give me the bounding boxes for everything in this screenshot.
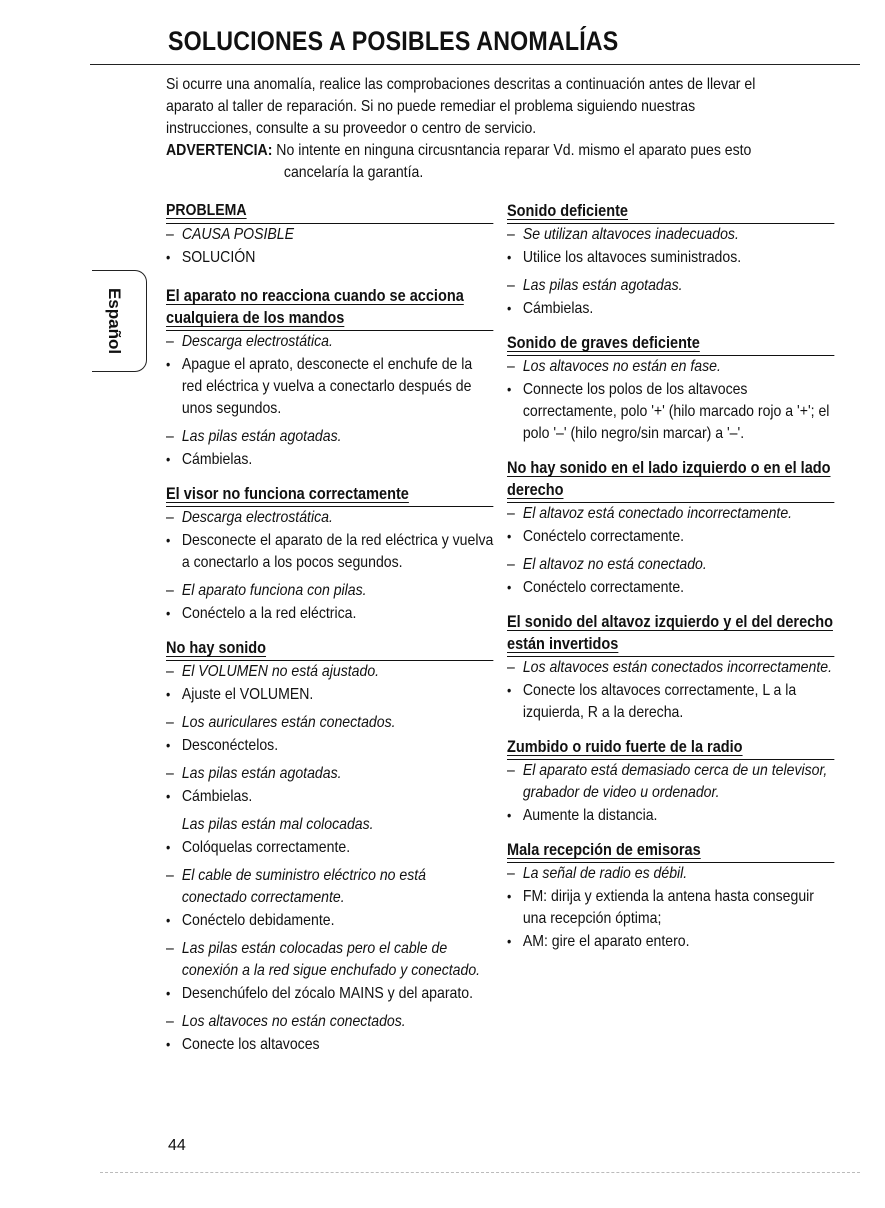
cause-solution-pair	[166, 763, 493, 808]
possible-cause: – La señal de radio es débil.	[507, 863, 834, 885]
solution: • Conéctelo debidamente.	[166, 909, 493, 932]
cause-solution-pair	[166, 1011, 493, 1056]
cause-solution-pair	[507, 356, 834, 445]
warning-label: ADVERTENCIA:	[166, 142, 273, 159]
cause-solution-pair	[507, 503, 834, 548]
possible-cause: – Descarga electrostática.	[166, 331, 493, 353]
solution: • Conéctelo correctamente.	[507, 576, 834, 599]
possible-cause: – El aparato funciona con pilas.	[166, 580, 493, 602]
intro-text: Si ocurre una anomalía, realice las comprobaciones descritas a continuación antes de llevar el aparato al taller de reparación. Si no puede remediar el problema siguiendo nuestras instrucciones, consulte a su proveedor o centro de servicio.	[166, 76, 756, 137]
section-heading: Mala recepción de emisoras	[507, 839, 834, 863]
cause-solution-pair	[507, 760, 834, 827]
section-heading: Zumbido o ruido fuerte de la radio	[507, 736, 834, 760]
cause-solution-pair	[166, 580, 493, 625]
cause-solution-pair	[166, 661, 493, 706]
right-column	[507, 200, 834, 965]
troubleshooting-section	[507, 736, 834, 827]
section-heading: Sonido deficiente	[507, 200, 834, 224]
section-heading: El sonido del altavoz izquierdo y el del derecho están invertidos	[507, 611, 834, 657]
solution: • Ajuste el VOLUMEN.	[166, 683, 493, 706]
solution: • Cámbielas.	[166, 448, 493, 471]
solution: • Desenchúfelo del zócalo MAINS y del aparato.	[166, 982, 493, 1005]
solution: • Apague el aprato, desconecte el enchufe de la red eléctrica y vuelva a conectarlo después de unos segundos.	[166, 353, 493, 420]
possible-cause: – Las pilas están agotadas.	[507, 275, 834, 297]
language-tab-label: Español	[105, 287, 124, 355]
cause-solution-pair	[507, 863, 834, 953]
cause-solution-pair	[166, 331, 493, 420]
page-title: SOLUCIONES A POSIBLES ANOMALÍAS	[168, 26, 619, 56]
cause-solution-pair	[166, 938, 493, 1005]
possible-cause: Las pilas están mal colocadas.	[181, 816, 374, 833]
troubleshooting-section	[507, 839, 834, 953]
solution: • Conecte los altavoces correctamente, L a la izquierda, R a la derecha.	[507, 679, 834, 724]
troubleshooting-section	[507, 457, 834, 599]
language-tab	[92, 270, 147, 372]
solution: • Aumente la distancia.	[507, 804, 834, 827]
intro-block	[166, 74, 782, 184]
troubleshooting-section	[166, 483, 493, 625]
scan-artifact	[100, 1172, 860, 1173]
cause-solution-pair	[166, 426, 493, 471]
section-heading: No hay sonido	[166, 637, 493, 661]
solution: • Conéctelo correctamente.	[507, 525, 834, 548]
solution: • Cámbielas.	[507, 297, 834, 320]
legend-cause: – CAUSA POSIBLE	[166, 224, 493, 246]
section-heading: Sonido de graves deficiente	[507, 332, 834, 356]
possible-cause: – Las pilas están agotadas.	[166, 426, 493, 448]
possible-cause: – Los altavoces están conectados incorrectamente.	[507, 657, 834, 679]
solution: • Desconecte el aparato de la red eléctrica y vuelva a conectarlo a los pocos segundos.	[166, 529, 493, 574]
warning-text-2: cancelaría la garantía.	[283, 164, 424, 181]
troubleshooting-section	[166, 637, 493, 1056]
cause-solution-pair	[507, 554, 834, 599]
possible-cause: – Se utilizan altavoces inadecuados.	[507, 224, 834, 246]
possible-cause: – El VOLUMEN no está ajustado.	[166, 661, 493, 683]
solution: • Conéctelo a la red eléctrica.	[166, 602, 493, 625]
title-rule	[90, 64, 860, 65]
cause-solution-pair	[507, 275, 834, 320]
section-heading: El visor no funciona correctamente	[166, 483, 493, 507]
troubleshooting-section	[166, 285, 493, 471]
cause-solution-pair	[166, 865, 493, 932]
section-heading: El aparato no reacciona cuando se acciona cualquiera de los mandos	[166, 285, 493, 331]
legend-problem: PROBLEMA	[166, 200, 493, 224]
possible-cause: – Los altavoces no están conectados.	[166, 1011, 493, 1033]
solution: • Cámbielas.	[166, 785, 493, 808]
solution: • FM: dirija y extienda la antena hasta conseguir una recepción óptima;	[507, 885, 834, 930]
solution: • AM: gire el aparato entero.	[507, 930, 834, 953]
solution: • Desconéctelos.	[166, 734, 493, 757]
troubleshooting-section	[507, 332, 834, 445]
possible-cause: – El cable de suministro eléctrico no está conectado correctamente.	[166, 865, 493, 909]
possible-cause: – El aparato está demasiado cerca de un televisor, grabador de video u ordenador.	[507, 760, 834, 804]
legend	[166, 200, 493, 269]
warning-text-1: No intente en ninguna circusntancia reparar Vd. mismo el aparato pues esto	[276, 142, 752, 159]
possible-cause: – Descarga electrostática.	[166, 507, 493, 529]
legend-solution: • SOLUCIÓN	[166, 246, 493, 269]
solution: • Utilice los altavoces suministrados.	[507, 246, 834, 269]
cause-solution-pair	[166, 507, 493, 574]
possible-cause: – Los altavoces no están en fase.	[507, 356, 834, 378]
solution: • Connecte los polos de los altavoces correctamente, polo '+' (hilo marcado rojo a '+'; el polo '–' (hilo negro/sin marcar) a '–'.	[507, 378, 834, 445]
cause-solution-pair	[507, 657, 834, 724]
page-number: 44	[168, 1137, 186, 1154]
solution: • Conecte los altavoces	[166, 1033, 493, 1056]
possible-cause: – Las pilas están agotadas.	[166, 763, 493, 785]
troubleshooting-section	[507, 200, 834, 320]
section-heading: No hay sonido en el lado izquierdo o en el lado derecho	[507, 457, 834, 503]
left-column	[166, 200, 493, 1068]
cause-solution-pair	[166, 712, 493, 757]
cause-solution-pair	[507, 224, 834, 269]
possible-cause: – Las pilas están colocadas pero el cable de conexión a la red sigue enchufado y conectado.	[166, 938, 493, 982]
solution: • Colóquelas correctamente.	[166, 836, 493, 859]
troubleshooting-section	[507, 611, 834, 724]
possible-cause: – El altavoz está conectado incorrectamente.	[507, 503, 834, 525]
warning	[166, 140, 782, 184]
possible-cause: – El altavoz no está conectado.	[507, 554, 834, 576]
cause-solution-pair	[166, 814, 493, 859]
possible-cause: – Los auriculares están conectados.	[166, 712, 493, 734]
